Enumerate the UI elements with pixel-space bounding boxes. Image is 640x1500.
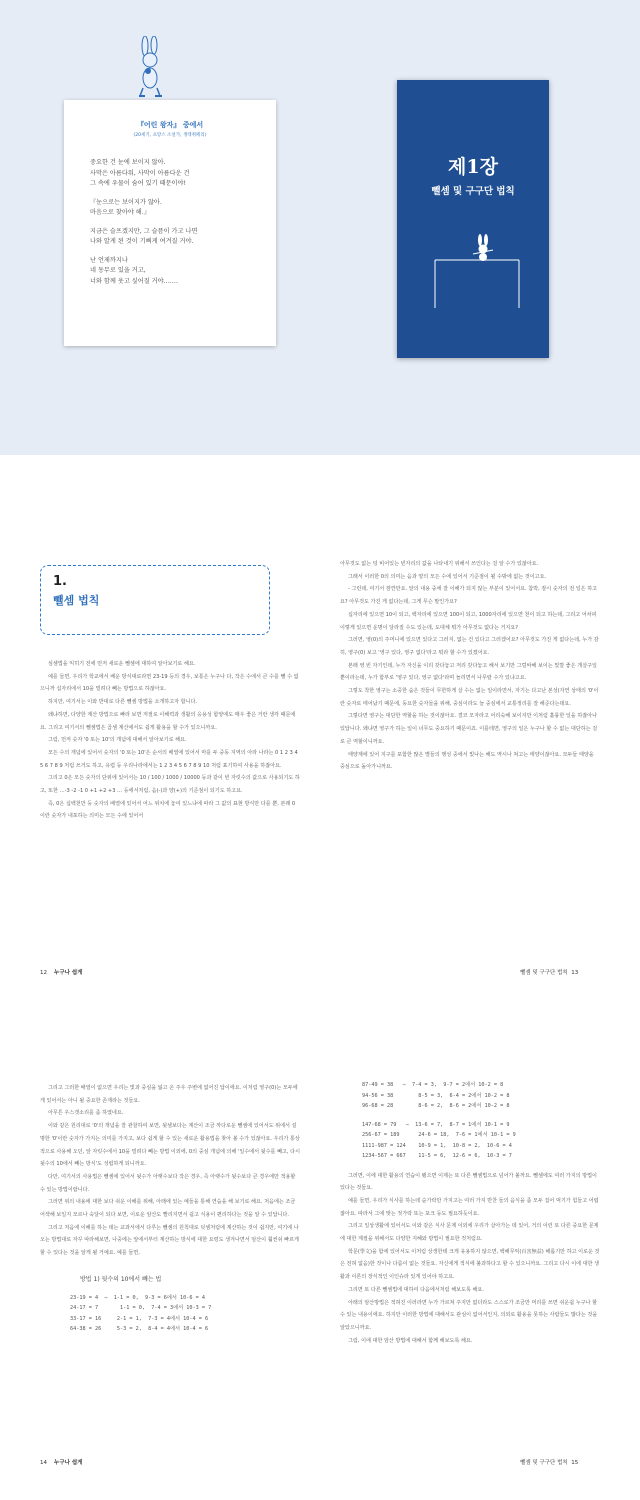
paragraph: 아무것도 없는 텅 비어있는 빈자리의 값을 나타내기 위해서 쓰인다는 걸 알 수가 있잖아요.	[340, 561, 539, 567]
paragraph: 그리고 0은 모든 숫자의 단위에 있어서는 10 / 100 / 1000 / 10000 등과 같이 빈 자릿수의 값으로 사용되기도 하고, 또한 …-3 -2 -1 0 +1 +2 +3 … 등에서처럼, 음(-)과 양(+)의 기준점이 되기도 하고요.	[40, 775, 300, 795]
paragraph: 예를 들면, 우리가 식사를 하는데 숟가락만 가지고는 여러 가지 반찬 들의 음식을 좀 모두 집어 먹기가 힘들고 어렵잖아요. 따라서 그에 맞는 젓가락 또는 포크 등도 필요하듯이요.	[340, 1197, 599, 1217]
paragraph: 그럼, 이에 대한 암산 방법에 대해서 함께 해보도록 해요.	[348, 1337, 473, 1344]
page-14-body	[40, 1082, 300, 1335]
card-body	[90, 158, 260, 295]
running-head: 누구나 쉽게	[54, 970, 83, 976]
paragraph: 아무튼 우스갯소리를 좀 하였네요.	[48, 1110, 124, 1117]
folio-page-13	[520, 968, 578, 976]
paragraph: 그러면, 이에 대한 활용의 연습이 됐으면 이제는 또 다른 뺄셈법으로 넘어가 볼까요. 뺄셈에도 여러 가지의 방법이 있다는 것들요.	[340, 1172, 597, 1192]
chapter-title: 제1장	[448, 156, 498, 178]
quote-card	[64, 100, 276, 346]
equation-line: 147-68 = 79 ⇨ 13-6 = 7, 8-7 = 1에서 10-1 = 9	[362, 1121, 510, 1128]
paragraph: 즉, 0은 십백천만 등 숫자의 배열에 있어서 어느 위치에 놓여 있느냐에 따라 그 값의 표현 방식만 다를 뿐, 본래 0이란 숫자가 내포하는 의미는 모든 수에 있어서	[40, 800, 296, 820]
equation-line: 23-19 = 4 ⇨ 1-1 = 0, 9-3 = 6에서 10-6 = 4	[70, 1294, 205, 1301]
tightrope-bunny-icon	[397, 230, 549, 320]
bunny-icon	[129, 36, 171, 100]
paragraph: 그래서 이러한 0의 의미는 음과 양의 모든 수에 있어서 기준점이 될 수밖에 없는 것이고요.	[348, 573, 547, 580]
equation-list	[70, 1293, 300, 1335]
page-12-body	[40, 658, 300, 823]
section-heading-box	[40, 565, 270, 635]
method-title: 방법 1) 뒷수의 10에서 빼는 법	[80, 1275, 162, 1283]
equation-line: 256-67 = 189 24-6 = 18, 7-6 = 1에서 10-1 = 9	[362, 1132, 516, 1138]
card-title: 『어린 왕자』 중에서	[136, 121, 204, 129]
equation-list	[362, 1080, 600, 1162]
paragraph: 다만, 여기서의 사용법은 뺄셈에 있어서 뒷수가 아랫수보다 작은 경우, 즉 아랫수가 뒷수보다 큰 경우에만 적용할 수 있는 방법이랍니다.	[40, 1173, 296, 1193]
card-subtitle: (20세기, 프랑스 소설가, 생텍쥐페리)	[133, 133, 207, 138]
top-spread	[0, 0, 640, 455]
page-15-body	[340, 1080, 600, 1347]
section-title: 뺄셈 법칙	[53, 594, 100, 607]
paragraph: 본래 영 빈 자기인데, 누가 자신을 이리 갖다놓고 저리 갖다놓고 해서 보기만 그럴싸해 보이는 빛깔 좋은 개살구일 뿐이라는데, 누가 함부로 '영구 있다, 영구 없다'라며 놀리면서 나무랄 수가 있냐고요.	[340, 662, 597, 682]
paragraph: 예를 들면, 우리가 학교에서 배운 방식대로라면 23-19 등의 경우, 보통은 누구나 다, 작은 수에서 큰 수를 뺄 수 없으니까 십자리에서 10을 빌려다 빼는 방법으로 하잖아요.	[40, 673, 299, 693]
paragraph: 그러면 위의 내용에 대한 보다 쉬운 이해를 위해, 아래에 있는 예들을 통해 연습을 해 보기로 해요. 처음에는 조금 어색해 보일지 모르나 숙달이 되다 보면, 이로운 암산도 빨리지면서 쉽고 식용이 편리하다는 것을 알 수 있답니다.	[40, 1199, 296, 1219]
paragraph: 아래의 암산방법은 적혀진 이러라면 누가 가르쳐 주지만 없더라도 스스로가 조금만 머리를 쓰면 쉬운쉽 누구나 할 수 있는 내용이에요. 하지만 이러한 방법에 대해서도 관심이 없어서인지, 의외로 활용을 못하는 사람들도 많다는 것을 알았으니까요.	[340, 1299, 598, 1331]
paragraph: 심셈법을 익히기 전에 먼저 새로운 뺄셈에 대하여 알아보기로 해요.	[48, 661, 196, 667]
paragraph: 왜냐하면, 다양한 계산 방법으로 빠라 보면 저절로 이해력과 생활의 응용성 함양에도 매우 좋은 거란 생각 때문에요. 그리고 여기서의 뺄셈법은 곱셈 계산에서도 쉽게 활용을 할 수가 있으니까요.	[40, 711, 296, 731]
folio-page-15	[520, 1458, 578, 1466]
paragraph: 그럼, 먼저 숫자 '0 또는 10'의 개념에 대해서 알아보기로 해요.	[48, 737, 187, 744]
chapter-cover	[397, 80, 549, 358]
paragraph: 그렇다면 영구는 대단한 역할을 하는 것이잖아요. 결코 모자라고 어리숙해 보이지만 이처럼 훌륭한 일을 하잖아나 있답니다. 왜냐면 영구가 하는 일이 너무도 중요하기 때문이죠. 이를테면, 영구의 일은 누구나 할 수 없는 대단하는 걸로 큰 역할이니까요.	[340, 713, 598, 745]
paragraph: 그리고 그러한 배열이 없으면 우리는 빛과 중심을 잃고 온 주우 주변에 없어진 답이에요. 이처럼 영구(0)는 모두에게 있어서는 아니 될 중요한 존재라는 것들요.	[40, 1085, 298, 1104]
page-number: 13	[571, 970, 579, 976]
equation-line: 1111-987 = 124 10-9 = 1, 10-8 = 2, 10-6 = 4	[362, 1142, 512, 1149]
paragraph: 그러면, 영(0)의 주머니에 있으면 있다고 그러지, 없는 건 있다고 그러겠어요? 아무것도 가진 게 없다는데, 누가 감히, 영구(0) 보고 '영구 있다, 영구 없다'라고 뭐라 할 수가 있겠어요.	[340, 637, 599, 656]
paragraph: 학문(學文)을 함에 있어서도 이처럼 상생한테 크게 유용하지 않으면, 백해무익(百害無益) 해롭기만 하고 이로운 것은 전혀 없음)한 것이나 다름이 없는 것들요. 자신에게 적식에 불과하다고 할 수 있으니까요. 그리고 다시 이에 대한 생활과 이론의 장식적인 이인슈라 있게 있어야 하고요.	[340, 1248, 600, 1281]
equation-line: 87-49 = 38 ⇨ 7-4 = 3, 9-7 = 2에서 10-2 = 8	[362, 1082, 504, 1088]
card-paragraph: 중요한 건 눈에 보이지 않아. 사막은 아름다워, 사막이 아름다운 건 그 속에 우물이 숨어 있기 때문이야!	[90, 159, 190, 187]
running-head: 뺄셈 및 구구단 법칙	[520, 1460, 568, 1466]
section-number: 1.	[53, 574, 67, 589]
card-paragraph: 지금은 슬프겠지만, 그 슬픔이 가고 나면 나와 알게 된 것이 기뻐게 여겨질 거야.	[90, 227, 198, 245]
paragraph: 그렇도 착한 영구는 소중한 숨은 것들이 무한하게 살 수는 없는 일이라면서, 자기는 다고난 본성(자연 상태의 '0'이란 숫자로 태어났기 때문에, 동요한 숫자들을 위해, 중심이라도 늘 중심에서 교통정리를 잘 해준다는데요.	[340, 688, 599, 707]
paragraph: 그리면 또 다른 뺄셈법에 대하여 다음에서처럼 해보도록 해요.	[348, 1286, 484, 1293]
paragraph: 하지만, 여기서는 이와 반대로 다른 뺄셈 방법을 소개하고자 합니다.	[48, 699, 198, 706]
paragraph: 그리고 처음에 이해를 하는 데는 교과서에서 다루는 뺄셈의 원칙대로 덧셈처럼에 계산하는 것이 쉽지만, 여기에 나오는 방법대로 자꾸 따라해보면, 나중에는 앞에서부터 계산하는 방식에 대한 요령도 생겨나면서 암산이 훨씬쉬 빠르게 할 수 있다는 것을 알게 될 거예요. 예를 들면,	[40, 1224, 299, 1257]
page-number: 14	[40, 1460, 47, 1466]
equation-line: 96-68 = 28 8-6 = 2, 8-6 = 2에서 10-2 = 8	[362, 1103, 510, 1109]
equation-line: 64-38 = 26 5-3 = 2, 8-4 = 4에서 10-4 = 6	[70, 1326, 209, 1333]
equation-line: 94-56 = 38 8-5 = 3, 6-4 = 2에서 10-2 = 8	[362, 1092, 510, 1099]
page-13-body	[340, 558, 600, 774]
folio-page-12	[40, 968, 82, 976]
paragraph: 태양계에 있어 지구를 포함한 많은 별들의 행성 중에서 빛나는 해도 역시나 쳐고는 태양이잖아요. 모두들 태양을 중심으로 돌아가니까요.	[340, 751, 594, 771]
running-head: 누구나 쉽게	[54, 1460, 83, 1466]
paragraph: 십자리에 있으면 10이 되고, 백자리에 있으면 100이 되고, 1000자리에 있으면 천이 되고 하는데, 그리고 어차피 이렇게 있으면 운명이 달라질 수도 있는데, 도대체 뭐가 아무것도 없다는 거지요?	[340, 611, 597, 631]
running-head: 뺄셈 및 구구단 법칙	[520, 970, 568, 976]
paragraph: 이와 같은 원리대로 '0'의 개념을 잘 관찰하여 보면, 뒷셈보다는 계산이 조금 까다로운 뺄셈에 있어서도 위에서 설명한 '0'이란 숫자가 가지는 의미를 가지고, 보다 쉽게 할 수 있는 새로운 활용법을 찾아 볼 수가 있잖아요. 우리가 통상적으로 사용해 오던, 앞 자릿수에서 10을 빌려다 빼는 방법 이외에, 0의 중심 개념에 의해 '일수에서 뒷수를 빼고, 다시 뒷수의 10에서 빼는 방식'도 성립하게 되니까요.	[40, 1123, 301, 1168]
card-paragraph: 『눈으로는 보이지가 않아. 마음으로 찾아야 해.』	[90, 198, 162, 216]
card-paragraph: 난 언제까지나 네 동무로 있을 거고, 너와 함께 웃고 싶어질 거야…….	[90, 256, 178, 285]
equation-line: 33-17 = 16 2-1 = 1, 7-3 = 4에서 10-4 = 6	[70, 1315, 209, 1322]
equation-line: 24-17 = 7 1-1 = 0, 7-4 = 3에서 10-3 = 7	[70, 1305, 212, 1312]
folio-page-14	[40, 1458, 82, 1466]
page-number: 15	[571, 1460, 579, 1466]
chapter-subtitle: 뺄셈 및 구구단 법칙	[431, 186, 515, 197]
paragraph: - 그런데, 여기서 잠깐만요. 앞의 내용 중에 잘 이해가 되지 않는 부분이 있어서요. 참박, 잠시 숫자의 전 일은 하고요? 아무것도 가진 게 없다는데, 그게 무슨 말인가요?	[340, 586, 598, 606]
page-number: 12	[40, 970, 47, 976]
paragraph: 모든 수의 개념에 있어서 숫자의 '0 또는 10'은 순서의 배열에 있어서 마를 두 중동 지역의 아라 나라는 0 1 2 3 4 5 6 7 8 9 처럼 쓰거도 하고, 유럽 등 우리나라에서는 1 2 3 4 5 6 7 8 9 10 처럼 표기하여 사용을 하잖아요.	[40, 749, 298, 769]
equation-line: 1234-567 = 667 11-5 = 6, 12-6 = 6, 10-3 = 7	[362, 1153, 512, 1159]
paragraph: 그리고 일상생활에 있어서도 이와 같은 식사 문제 이외에 우리가 살아가는 데 있어, 거의 이런 또 다른 중요한 문제에 대한 계절을 위해서도 다양한 지혜와 방법이 필요한 것처럼요.	[340, 1223, 599, 1243]
